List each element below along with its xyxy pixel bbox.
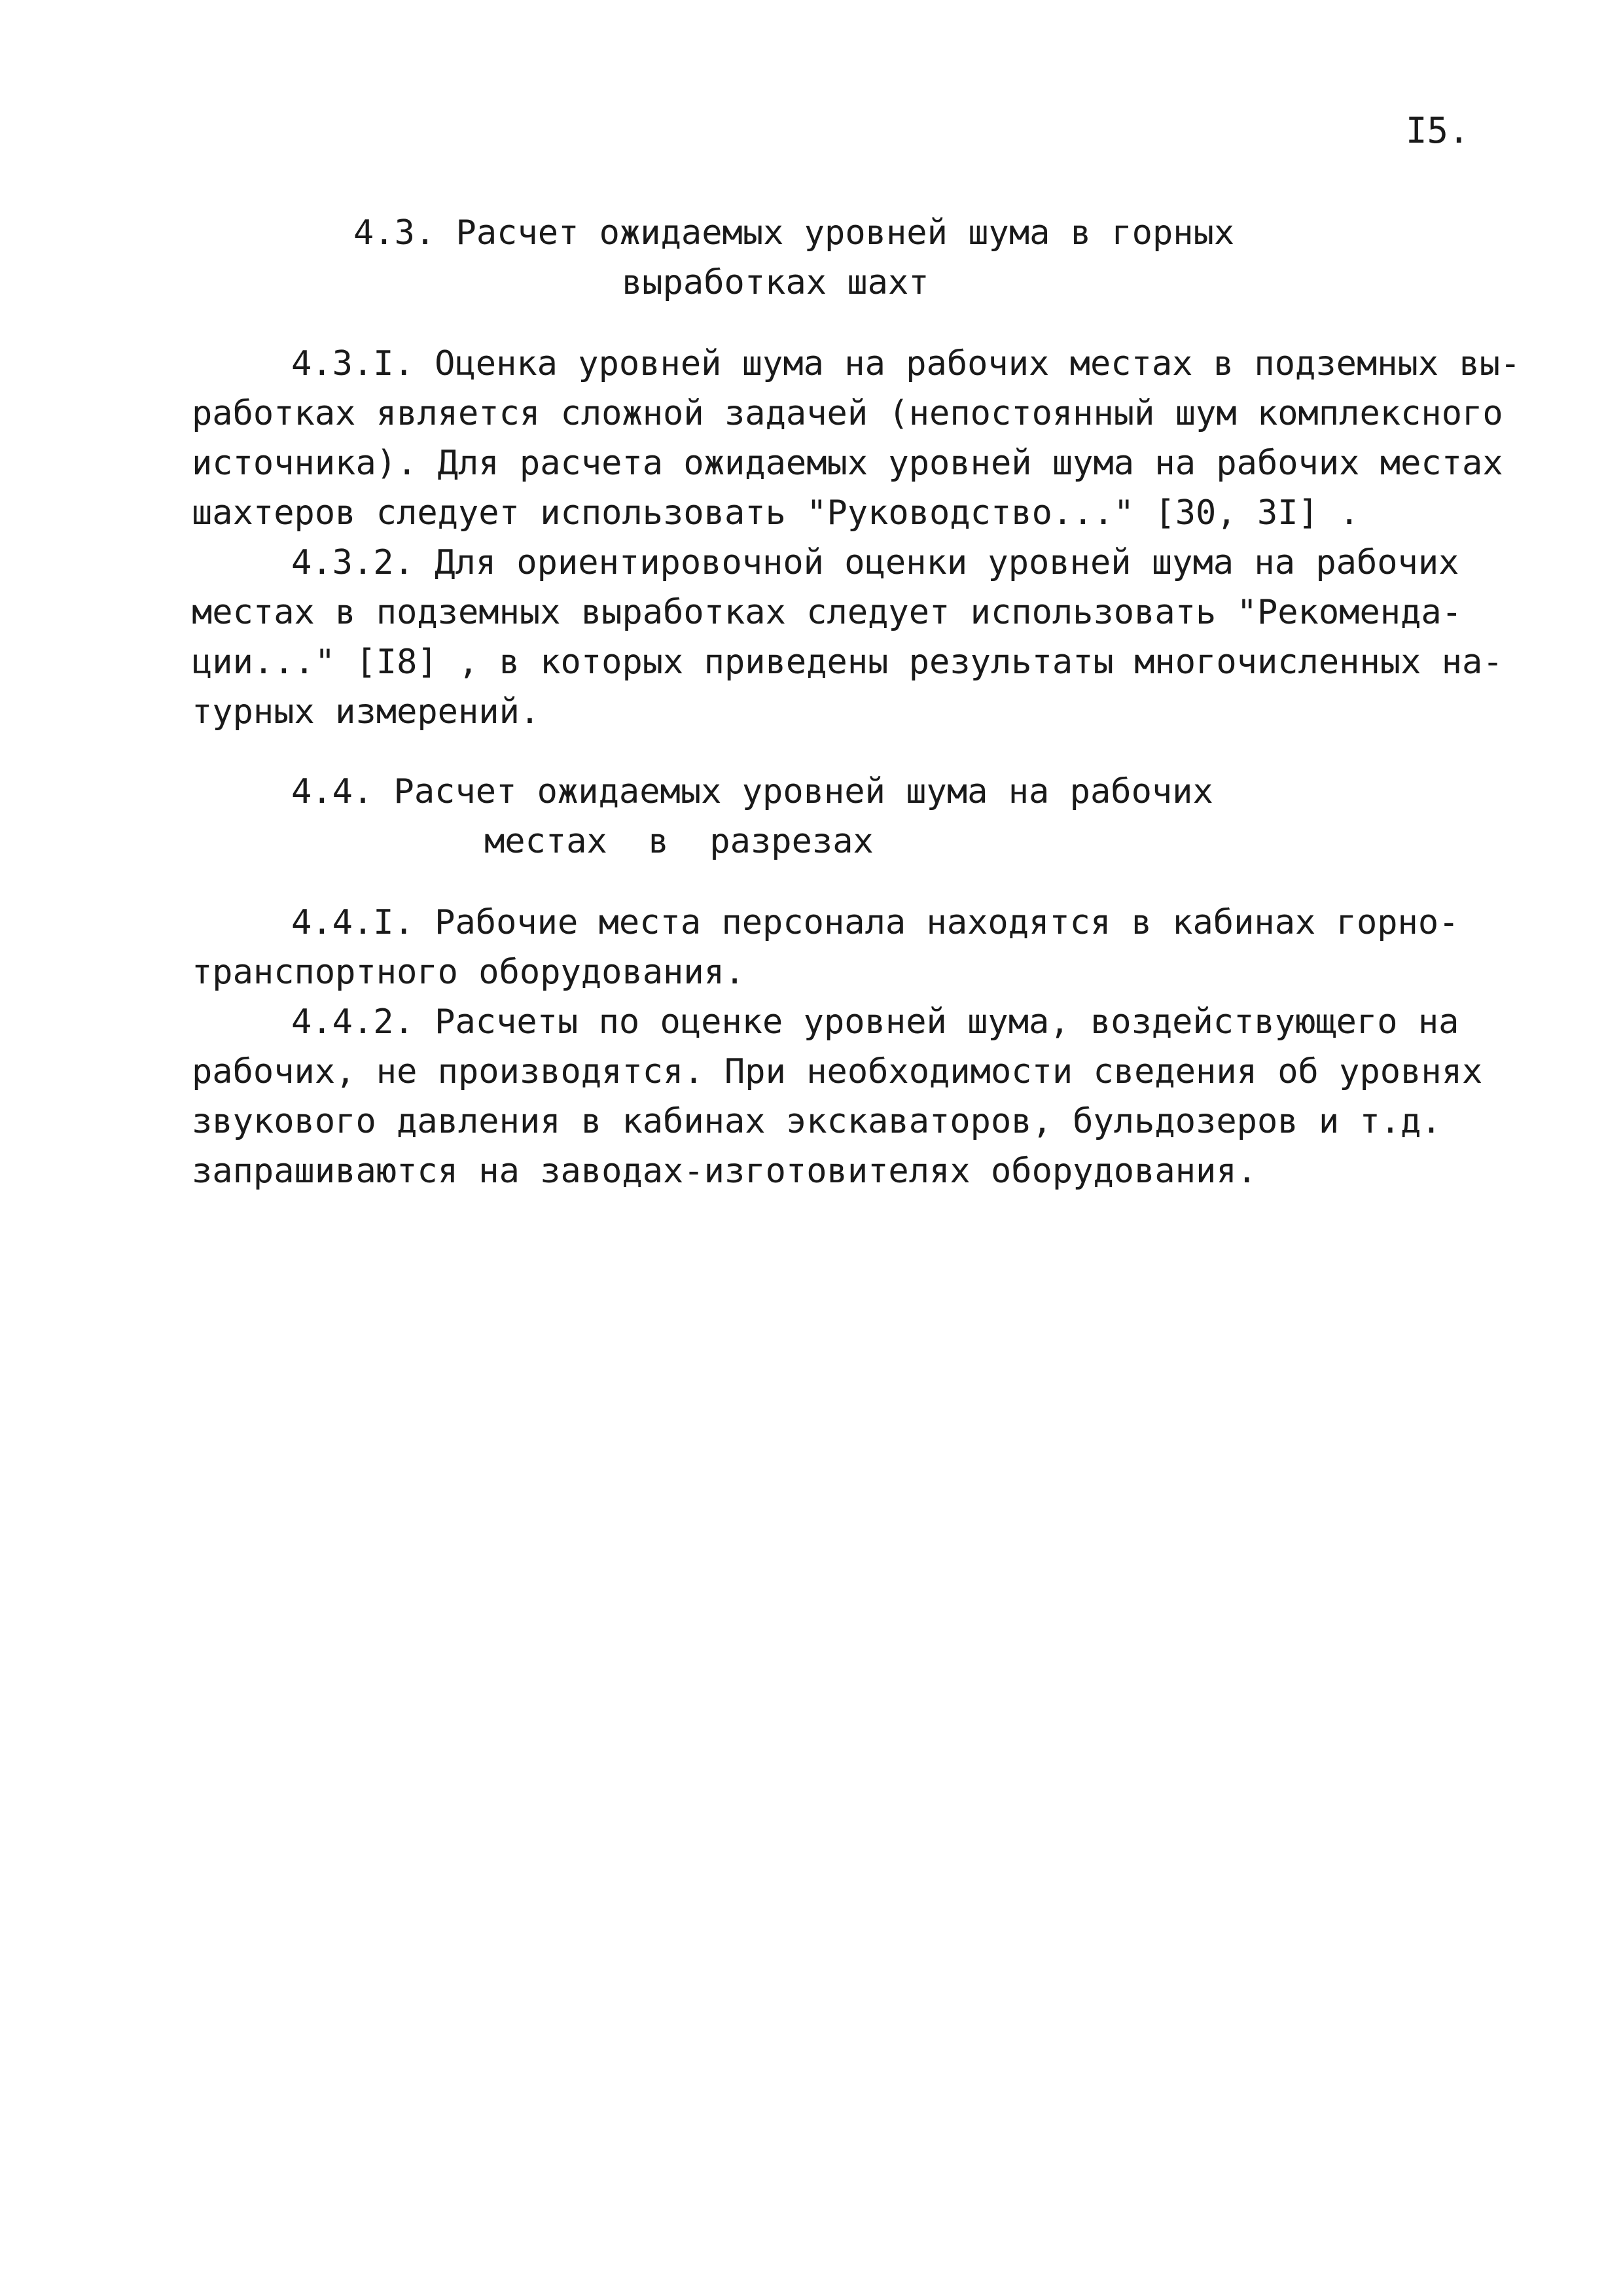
section-4-4-heading-line-2: местах в разрезах — [484, 822, 874, 861]
paragraph-4-3-2-line-1: 4.3.2. Для ориентировочной оценки уровней шума на рабочих — [291, 543, 1459, 582]
page-number: I5. — [1406, 110, 1470, 151]
paragraph-4-3-1-line-1: 4.3.I. Оценка уровней шума на рабочих местах в подземных вы- — [291, 344, 1521, 383]
paragraph-4-3-2-line-4: турных измерений. — [192, 692, 541, 732]
paragraph-4-3-1-line-2: работках является сложной задачей (непостоянный шум комплексного — [192, 394, 1503, 433]
paragraph-4-4-2-line-2: рабочих, не производятся. При необходимости сведения об уровнях — [192, 1052, 1483, 1091]
section-4-3-heading-line-2: выработках шахт — [622, 263, 929, 302]
section-4-3-heading-line-1: 4.3. Расчет ожидаемых уровней шума в горных — [353, 213, 1235, 253]
paragraph-4-4-2-line-4: запрашиваются на заводах-изготовителях оборудования. — [192, 1152, 1257, 1191]
paragraph-4-3-1-line-3: источника). Для расчета ожидаемых уровней шума на рабочих местах — [192, 444, 1503, 483]
paragraph-4-4-2-line-1: 4.4.2. Расчеты по оценке уровней шума, воздействующего на — [291, 1002, 1459, 1042]
paragraph-4-3-2-line-2: местах в подземных выработках следует использовать "Рекоменда- — [192, 593, 1463, 632]
paragraph-4-4-1-line-2: транспортного оборудования. — [192, 953, 745, 992]
paragraph-4-3-2-line-3: ции..." [I8] , в которых приведены результаты многочисленных на- — [192, 643, 1503, 682]
section-4-4-heading-line-1: 4.4. Расчет ожидаемых уровней шума на рабочих — [291, 772, 1213, 811]
paragraph-4-3-1-line-4: шахтеров следует использовать "Руководство..." [30, 3I] . — [192, 493, 1360, 533]
paragraph-4-4-2-line-3: звукового давления в кабинах экскаваторов, бульдозеров и т.д. — [192, 1102, 1442, 1141]
paragraph-4-4-1-line-1: 4.4.I. Рабочие места персонала находятся в кабинах горно- — [291, 903, 1459, 942]
